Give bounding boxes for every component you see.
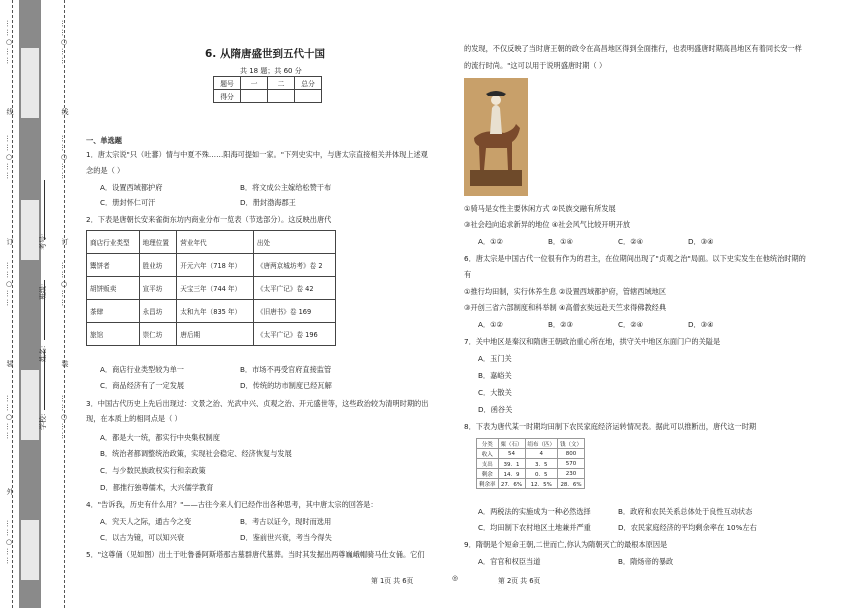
question-5-statements: ③社会趋向追求新异的地位 ④社会风气比较开明开放 <box>464 220 631 229</box>
table-cell: 27．6% <box>498 479 525 489</box>
question-5-continued: 的流行时尚。"这可以用于说明盛唐时期（ ） <box>464 61 607 70</box>
inner-mark-line: 线 <box>61 108 69 117</box>
option-c[interactable]: C．②④ <box>618 320 644 329</box>
horse-rider-figurine-image <box>464 78 528 196</box>
table-cell: 570 <box>558 459 585 469</box>
table-cell: 胜业坊 <box>139 254 177 277</box>
option-c[interactable]: C．②④ <box>618 237 644 246</box>
table-cell: 《太平广记》卷 196 <box>253 323 335 346</box>
question-9-text: 9．隋朝是个短命王朝,二世而亡,你认为隋朝灭亡的最根本原因是 <box>464 540 668 549</box>
page-2-footer: 第 2页 共 6页 <box>498 577 541 585</box>
score-table <box>213 76 322 103</box>
table-cell: 天宝三年（744 年） <box>177 277 254 300</box>
score-input-cell[interactable] <box>295 90 322 103</box>
class-field-label: 班级: <box>39 283 47 300</box>
question-5-statements: ①骑马是女性主要休闲方式 ②民族交融有所发展 <box>464 204 616 213</box>
option-c[interactable]: C．大散关 <box>478 388 512 397</box>
table-cell: 39．1 <box>498 459 525 469</box>
score-input-cell[interactable] <box>241 90 268 103</box>
option-a[interactable]: A．①② <box>478 320 503 329</box>
question-4-text: 4．"告诉我，历史有什么用？"——古往今来人们已经作出各种思考，其中唐太宗的回答是： <box>86 500 378 509</box>
section-heading: 一、单选题 <box>86 136 122 145</box>
option-d[interactable]: D．传统的坊市制度已经瓦解 <box>240 381 332 390</box>
option-b[interactable]: B．市场不再受官府直接监管 <box>240 365 332 374</box>
binding-gray-strip <box>19 0 41 608</box>
table-cell: 剩余率 <box>477 479 499 489</box>
table-cell: 地理位置 <box>139 231 177 254</box>
outer-mark: ……○…… <box>5 395 13 441</box>
option-c[interactable]: C．以古为镜，可以知兴衰 <box>100 533 185 542</box>
name-field-label: 姓名: <box>39 345 47 362</box>
exam-number-field-label: 考号: <box>39 233 47 250</box>
inner-mark-fold: 装 <box>61 360 69 369</box>
table-cell: 太和九年（835 年） <box>177 300 254 323</box>
table-cell: 旅馆 <box>87 323 140 346</box>
outer-mark: ……○…… <box>5 20 13 66</box>
question-5-continued: 的发现，不仅反映了当时唐王朝的政令在高昌地区得到全面推行，也表明盛唐时期高昌地区有着同长安一样 <box>464 44 802 53</box>
outer-mark: ……○…… <box>5 262 13 308</box>
table-cell: 剩余 <box>477 469 499 479</box>
option-a[interactable]: A．官官和权臣当道 <box>478 557 541 566</box>
option-c[interactable]: C．均田制下农村地区土地兼并严重 <box>478 523 591 532</box>
table-cell: 鬻饼者 <box>87 254 140 277</box>
table-cell: 出处 <box>253 231 335 254</box>
question-2-table <box>86 230 336 346</box>
inner-mark: ……○…… <box>60 395 68 441</box>
table-cell: 分类 <box>477 439 499 449</box>
school-field-label: 学校: <box>39 413 47 430</box>
table-cell: 3．5 <box>525 459 558 469</box>
table-cell: 800 <box>558 449 585 459</box>
option-a[interactable]: A．究天人之际，通古今之变 <box>100 517 192 526</box>
option-b[interactable]: B．统治者都调整统治政策，实现社会稳定、经济恢复与发展 <box>100 449 292 458</box>
option-d[interactable]: D．都推行独尊儒术，大兴儒学教育 <box>100 483 214 492</box>
score-cell: 得分 <box>214 90 241 103</box>
question-1-text: 1．唐太宗说"只（吐蕃）情与中夏不殊……阳海可提如一家。"下列史实中，与唐太宗直接相关并体现上述观 <box>86 150 428 159</box>
table-cell: 《太平广记》卷 42 <box>253 277 335 300</box>
table-cell: 收入 <box>477 449 499 459</box>
question-8-text: 8．下表为唐代某一时期均田制下农民家庭经济运转情况表。据此可以推断出，唐代这一时期 <box>464 422 757 431</box>
table-cell: 支出 <box>477 459 499 469</box>
gray-strip-block <box>21 200 39 260</box>
table-cell: 胡饼贩卖 <box>87 277 140 300</box>
option-d[interactable]: D．③④ <box>688 320 714 329</box>
option-a[interactable]: A．两税法的实施成为一种必然选择 <box>478 507 591 516</box>
inner-mark: ……○…… <box>60 262 68 308</box>
option-d[interactable]: D．函谷关 <box>478 405 513 414</box>
table-cell: 永昌坊 <box>139 300 177 323</box>
inner-mark: ……○…… <box>60 20 68 66</box>
table-cell: 钱（文） <box>558 439 585 449</box>
outer-mark-fold: 装 <box>6 360 14 369</box>
table-cell: 12．5% <box>525 479 558 489</box>
gray-strip-block <box>21 48 39 118</box>
table-cell: 绢布（匹） <box>525 439 558 449</box>
table-cell: 230 <box>558 469 585 479</box>
question-2-text: 2．下表是唐朝长安来雀街东坊内商业分布一览表（节选部分）。这反映出唐代 <box>86 215 332 224</box>
center-circle-mark: ◎ <box>452 574 458 582</box>
option-c[interactable]: C．与少数民族政权实行和亲政策 <box>100 466 206 475</box>
option-c[interactable]: C．册封怀仁可汗 <box>100 198 156 207</box>
option-b[interactable]: B．将文成公主嫁给松赞干布 <box>240 183 332 192</box>
question-1-text: 念的是（ ） <box>86 166 125 175</box>
option-a[interactable]: A．①② <box>478 237 503 246</box>
table-cell: 开元六年（718 年） <box>177 254 254 277</box>
option-d[interactable]: D．③④ <box>688 237 714 246</box>
option-b[interactable]: B．嘉峪关 <box>478 371 512 380</box>
table-cell: 宣平坊 <box>139 277 177 300</box>
option-b[interactable]: B．隋炀帝的暴政 <box>618 557 674 566</box>
option-d[interactable]: D．鉴前世兴衰，考当今得失 <box>240 533 332 542</box>
table-cell: 14．9 <box>498 469 525 479</box>
outer-mark: ……○…… <box>5 135 13 181</box>
page-subtitle: 共 18 题；共 60 分 <box>240 67 302 75</box>
outer-mark-outer: 外 <box>6 488 14 497</box>
question-8-table <box>476 438 585 489</box>
table-cell: 《旧唐书》卷 169 <box>253 300 335 323</box>
option-a[interactable]: A．都是大一统，都实行中央集权制度 <box>100 433 220 442</box>
question-7-text: 7．关中地区是秦汉和隋唐王朝政治重心所在地，拱守关中地区东面门户的关隘是 <box>464 337 721 346</box>
question-6-statements: ③开创三省六部制度和科举制 ④高僧玄奘远赴天竺求得佛教经典 <box>464 303 667 312</box>
option-a[interactable]: A．设置西域都护府 <box>100 183 163 192</box>
class-field-line[interactable] <box>44 180 45 240</box>
option-c[interactable]: C．商品经济有了一定发展 <box>100 381 185 390</box>
outer-mark-line: 线 <box>6 108 14 117</box>
table-cell: 0．5 <box>525 469 558 479</box>
table-cell: 4 <box>525 449 558 459</box>
question-6-text: 6．唐太宗是中国古代一位很有作为的君主，在位期间出现了"贞观之治"局面。以下史实发生在他统治时期的 <box>464 254 806 263</box>
question-6-statements: ①推行均田制，实行休养生息 ②设置西域都护府，管辖西域地区 <box>464 287 667 296</box>
option-a[interactable]: A．商店行业类型较为单一 <box>100 365 184 374</box>
option-b[interactable]: B．政府和农民关系总体处于良性互动状态 <box>618 507 753 516</box>
page-1-footer: 第 1页 共 6页 <box>371 577 414 585</box>
option-b[interactable]: B．①④ <box>548 237 574 246</box>
table-cell: 28．6% <box>558 479 585 489</box>
option-b[interactable]: B．考古以证今，现时而选用 <box>240 517 332 526</box>
table-cell: 粟（石） <box>498 439 525 449</box>
gray-strip-block <box>21 520 39 580</box>
question-3-text: 3．中国古代历史上先后出现过：文景之治、光武中兴、贞观之治、开元盛世等，这些政治较为清明时期的出 <box>86 399 429 408</box>
tomb-figurine-photo <box>464 78 528 196</box>
table-cell: 唐后期 <box>177 323 254 346</box>
question-3-text: 现，在本质上的相同点是（ ） <box>86 414 182 423</box>
score-cell: 总分 <box>295 77 322 90</box>
table-cell: 《唐两京城坊考》卷 2 <box>253 254 335 277</box>
score-input-cell[interactable] <box>268 90 295 103</box>
option-b[interactable]: B．②③ <box>548 320 574 329</box>
option-a[interactable]: A．玉门关 <box>478 354 512 363</box>
table-cell: 54 <box>498 449 525 459</box>
table-cell: 商店行业类型 <box>87 231 140 254</box>
score-cell: 一 <box>241 77 268 90</box>
score-cell: 二 <box>268 77 295 90</box>
question-6-text: 有 <box>464 270 472 279</box>
table-cell: 茶肆 <box>87 300 140 323</box>
gray-strip-block <box>21 370 39 440</box>
inner-mark: ……○…… <box>60 135 68 181</box>
table-cell: 营业年代 <box>177 231 254 254</box>
score-cell: 题号 <box>214 77 241 90</box>
option-d[interactable]: D．册封渤海郡王 <box>240 198 296 207</box>
option-d[interactable]: D．农民家庭经济的平均剩余率在 10%左右 <box>618 523 757 532</box>
inner-mark-bind: 订 <box>61 238 69 247</box>
page-title: 6. 从隋唐盛世到五代十国 <box>205 48 325 60</box>
question-5-text: 5．"这尊俑（见如图）出土于吐鲁番阿斯塔那古墓群唐代墓葬。当时其发掘出两尊巍峨帽骑马仕女俑。它们 <box>86 550 425 559</box>
table-cell: 崇仁坊 <box>139 323 177 346</box>
outer-mark: ……○…… <box>5 520 13 566</box>
outer-mark-bind: 订 <box>6 238 14 247</box>
